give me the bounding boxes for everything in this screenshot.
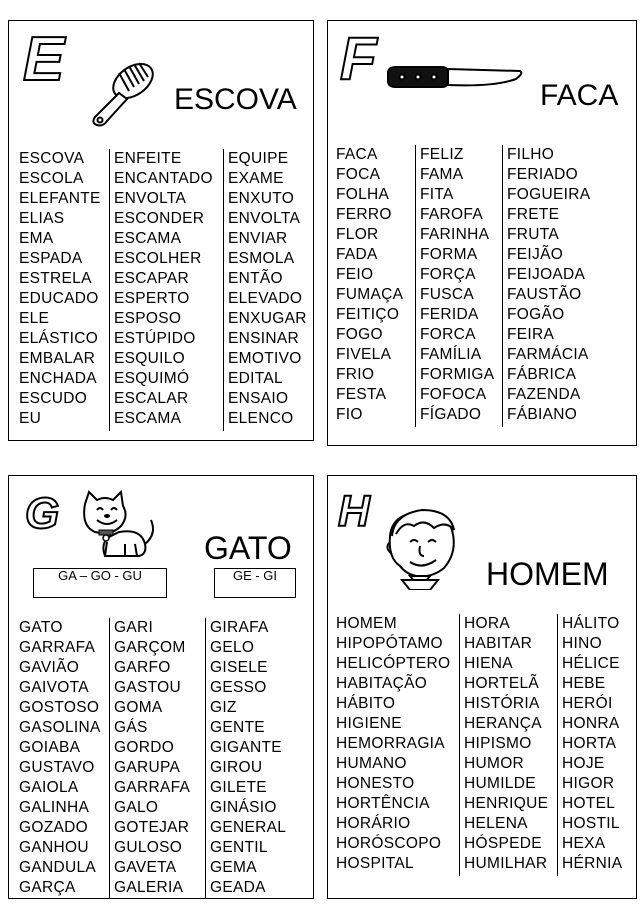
word-column-f-3 <box>502 145 633 427</box>
word-item: GARFO <box>114 659 171 676</box>
word-item: GÁS <box>114 719 148 736</box>
word-item: HIGIENE <box>336 715 402 732</box>
word-item: FORCA <box>420 326 476 343</box>
word-item: HÉRNIA <box>562 855 623 872</box>
word-item: GESSO <box>210 679 267 696</box>
word-item: HORÁRIO <box>336 815 411 832</box>
word-item: HONESTO <box>336 775 415 792</box>
word-item: HOJE <box>562 755 605 772</box>
letter-h: H <box>338 487 370 536</box>
syllable-box-ga-go-gu: GA – GO - GU <box>33 568 167 598</box>
word-item: ESCONDER <box>114 210 205 227</box>
word-title-g: GATO <box>204 530 292 566</box>
word-item: GARRAFA <box>114 779 191 796</box>
word-item: FADA <box>336 246 378 263</box>
word-item: ESMOLA <box>228 250 295 267</box>
word-title-h: HOMEM <box>486 556 609 592</box>
word-item: GARÇOM <box>114 639 186 656</box>
word-item: FAUSTÃO <box>507 286 582 303</box>
word-item: FITA <box>420 186 454 203</box>
word-item: FERIDA <box>420 306 479 323</box>
word-item: HORTA <box>562 735 617 752</box>
word-item: GIGANTE <box>210 739 282 756</box>
letter-e: E <box>23 25 65 94</box>
word-item: FEIO <box>336 266 374 283</box>
word-item: ESPADA <box>19 250 83 267</box>
word-item: FERIADO <box>507 166 578 183</box>
word-item: GUSTAVO <box>19 759 95 776</box>
word-item: ENCHADA <box>19 370 97 387</box>
word-item: GAIOLA <box>19 779 79 796</box>
word-item: FOGUEIRA <box>507 186 591 203</box>
word-title-e: ESCOVA <box>174 83 297 116</box>
word-column-e-1 <box>19 149 107 431</box>
word-item: HENRIQUE <box>464 795 549 812</box>
word-item: FEIRA <box>507 326 555 343</box>
brush-icon <box>85 57 161 129</box>
word-item: HIGOR <box>562 775 615 792</box>
word-item: HEMORRAGIA <box>336 735 445 752</box>
word-item: FARINHA <box>420 226 490 243</box>
word-item: HUMILHAR <box>464 855 548 872</box>
word-item: ESQUIMÓ <box>114 370 190 387</box>
word-item: FELIZ <box>420 146 464 163</box>
word-item: HORA <box>464 615 510 632</box>
word-item: ENFEITE <box>114 150 182 167</box>
syllable-box-ge-gi: GE - GI <box>214 568 296 598</box>
word-item: ELEFANTE <box>19 190 101 207</box>
word-item: FUSCA <box>420 286 475 303</box>
word-item: FEIJÃO <box>507 246 564 263</box>
word-item: GATO <box>19 619 63 636</box>
word-item: ESTRELA <box>19 270 92 287</box>
word-item: FRUTA <box>507 226 560 243</box>
word-item: EMBALAR <box>19 350 96 367</box>
word-item: GARÇA <box>19 879 76 896</box>
word-item: FUMAÇA <box>336 286 404 303</box>
word-item: EXAME <box>228 170 284 187</box>
word-item: ENXUTO <box>228 190 295 207</box>
word-item: ESCAMA <box>114 230 182 247</box>
word-item: GULOSO <box>114 839 183 856</box>
card-g <box>8 475 314 899</box>
word-item: ELÁSTICO <box>19 330 99 347</box>
word-item: FAMA <box>420 166 464 183</box>
word-item: FACA <box>336 146 378 163</box>
word-item: ESTÚPIDO <box>114 330 196 347</box>
word-item: GARI <box>114 619 154 636</box>
word-item: ENSINAR <box>228 330 300 347</box>
word-item: HUMILDE <box>464 775 536 792</box>
word-item: FORMIGA <box>420 366 495 383</box>
word-item: FOGÃO <box>507 306 565 323</box>
word-item: FRETE <box>507 206 560 223</box>
word-item: EQUIPE <box>228 150 289 167</box>
word-item: FÁBRICA <box>507 366 577 383</box>
word-item: GINÁSIO <box>210 799 277 816</box>
word-item: FIVELA <box>336 346 392 363</box>
word-item: HEXA <box>562 835 606 852</box>
word-item: ELIAS <box>19 210 65 227</box>
word-column-e-3 <box>223 149 314 431</box>
word-item: GIROU <box>210 759 263 776</box>
word-item: FAMÍLIA <box>420 346 482 363</box>
word-item: GOIABA <box>19 739 81 756</box>
word-item: HOMEM <box>336 615 397 632</box>
word-item: GOZADO <box>19 819 88 836</box>
word-item: FÍGADO <box>420 406 482 423</box>
word-column-g-2 <box>109 618 206 898</box>
word-item: GORDO <box>114 739 175 756</box>
word-item: HUMANO <box>336 755 407 772</box>
word-item: HERANÇA <box>464 715 542 732</box>
word-item: HEBE <box>562 675 606 692</box>
word-column-e-2 <box>109 149 224 431</box>
word-item: GALERIA <box>114 879 184 896</box>
word-item: EU <box>19 410 42 427</box>
word-item: GALINHA <box>19 799 90 816</box>
word-item: EMOTIVO <box>228 350 302 367</box>
word-item: ELE <box>19 310 50 327</box>
word-item: ESPERTO <box>114 290 190 307</box>
word-item: FOLHA <box>336 186 390 203</box>
word-item: HOSTIL <box>562 815 620 832</box>
word-item: FESTA <box>336 386 387 403</box>
word-item: ESCALAR <box>114 390 189 407</box>
word-item: GARRAFA <box>19 639 96 656</box>
word-item: ENCANTADO <box>114 170 213 187</box>
word-item: EMA <box>19 230 54 247</box>
word-item: HÁLITO <box>562 615 620 632</box>
word-column-f-1 <box>336 145 414 427</box>
cat-icon <box>75 490 159 562</box>
word-item: GISELE <box>210 659 268 676</box>
word-item: EDUCADO <box>19 290 99 307</box>
word-item: FOFOCA <box>420 386 487 403</box>
word-item: FERRO <box>336 206 392 223</box>
word-item: HÓSPEDE <box>464 835 542 852</box>
word-item: FAZENDA <box>507 386 581 403</box>
word-column-g-1 <box>19 618 107 900</box>
word-item: ENVOLTA <box>228 210 301 227</box>
knife-icon <box>384 59 526 95</box>
word-item: ESCOLA <box>19 170 84 187</box>
word-column-h-3 <box>557 614 634 876</box>
word-item: ESPOSO <box>114 310 182 327</box>
word-item: ESCAPAR <box>114 270 190 287</box>
word-item: GENTE <box>210 719 265 736</box>
word-item: HIPOPÓTAMO <box>336 635 443 652</box>
card-h <box>327 475 637 899</box>
word-item: FARMÁCIA <box>507 346 589 363</box>
word-item: HORTELÃ <box>464 675 540 692</box>
word-item: GOSTOSO <box>19 699 100 716</box>
word-item: ESQUILO <box>114 350 186 367</box>
word-item: ENVIAR <box>228 230 288 247</box>
word-item: HIPISMO <box>464 735 532 752</box>
word-item: ENVOLTA <box>114 190 187 207</box>
word-item: FLOR <box>336 226 379 243</box>
word-item: HELENA <box>464 815 528 832</box>
word-item: GAIVOTA <box>19 679 89 696</box>
word-item: GASTOU <box>114 679 181 696</box>
word-item: GIRAFA <box>210 619 269 636</box>
word-item: GARUPA <box>114 759 181 776</box>
word-item: FÁBIANO <box>507 406 578 423</box>
word-column-g-3 <box>205 618 314 898</box>
word-item: FILHO <box>507 146 555 163</box>
word-item: HIENA <box>464 655 513 672</box>
word-item: GALO <box>114 799 159 816</box>
word-item: GELO <box>210 639 255 656</box>
word-item: GOTEJAR <box>114 819 190 836</box>
word-item: HERÓI <box>562 695 613 712</box>
word-item: HOTEL <box>562 795 616 812</box>
word-item: FEIJOADA <box>507 266 586 283</box>
word-item: HUMOR <box>464 755 525 772</box>
word-item: HÁBITO <box>336 695 396 712</box>
word-item: HINO <box>562 635 602 652</box>
word-item: GEMA <box>210 859 257 876</box>
letter-g: G <box>25 489 60 538</box>
word-title-f: FACA <box>540 79 619 112</box>
word-item: GENERAL <box>210 819 287 836</box>
word-item: EDITAL <box>228 370 283 387</box>
word-item: HISTÓRIA <box>464 695 540 712</box>
word-item: FEITIÇO <box>336 306 400 323</box>
word-column-f-2 <box>415 145 502 427</box>
word-item: ESCOLHER <box>114 250 202 267</box>
word-item: ENXUGAR <box>228 310 307 327</box>
word-item: ESCOVA <box>19 150 85 167</box>
word-item: GASOLINA <box>19 719 101 736</box>
word-item: FOCA <box>336 166 381 183</box>
man-face-icon <box>380 506 470 590</box>
card-f <box>327 20 637 446</box>
card-e <box>8 20 314 441</box>
word-item: FOGO <box>336 326 383 343</box>
word-item: ESCAMA <box>114 410 182 427</box>
word-item: HOSPITAL <box>336 855 414 872</box>
word-item: FAROFA <box>420 206 483 223</box>
word-item: HORTÊNCIA <box>336 795 430 812</box>
word-column-h-2 <box>459 614 558 876</box>
word-item: HELICÓPTERO <box>336 655 451 672</box>
word-item: ESCUDO <box>19 390 88 407</box>
word-item: FORMA <box>420 246 478 263</box>
word-item: GAVIÃO <box>19 659 80 676</box>
word-item: HONRA <box>562 715 620 732</box>
word-item: GOMA <box>114 699 163 716</box>
letter-f: F <box>340 25 377 92</box>
word-item: GENTIL <box>210 839 268 856</box>
word-item: ELENCO <box>228 410 294 427</box>
word-item: ENTÃO <box>228 270 283 287</box>
word-item: ENSAIO <box>228 390 289 407</box>
word-item: GEADA <box>210 879 266 896</box>
word-item: FRIO <box>336 366 375 383</box>
word-item: ELEVADO <box>228 290 303 307</box>
word-item: FIO <box>336 406 363 423</box>
word-item: GANDULA <box>19 859 97 876</box>
word-column-h-1 <box>336 614 458 874</box>
word-item: GIZ <box>210 699 237 716</box>
word-item: FORÇA <box>420 266 476 283</box>
word-item: HABITAÇÃO <box>336 675 428 692</box>
word-item: HÉLICE <box>562 655 620 672</box>
word-item: GANHOU <box>19 839 89 856</box>
word-item: HORÓSCOPO <box>336 835 442 852</box>
word-item: GILETE <box>210 779 267 796</box>
word-item: HABITAR <box>464 635 533 652</box>
word-item: GAVETA <box>114 859 177 876</box>
